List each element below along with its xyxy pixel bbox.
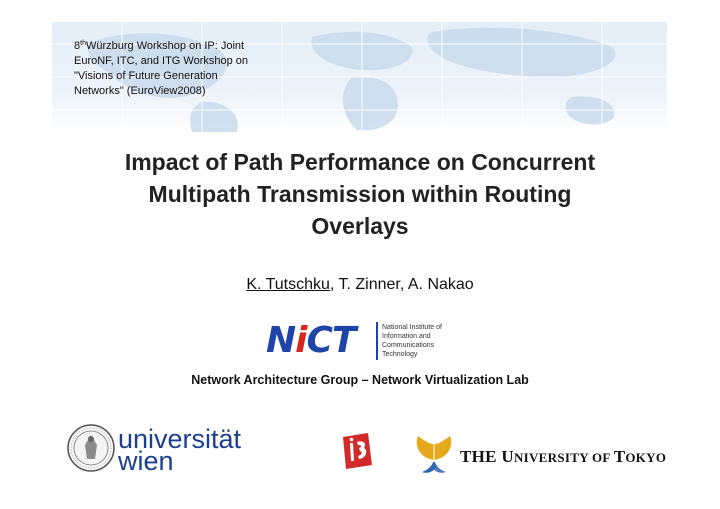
workshop-line-4: Networks" (EuroView2008): [74, 85, 206, 97]
utokyo-wordmark: THE UNIVERSITY OF TOKYO: [460, 447, 667, 466]
workshop-line-1: 8thWürzburg Workshop on IP: Joint: [74, 40, 245, 52]
title-line-1: Impact of Path Performance on Concurrent: [124, 149, 596, 175]
workshop-line-3: "Visions of Future Generation: [74, 70, 218, 82]
authors: [60, 276, 660, 294]
i3-logo-icon: [340, 431, 374, 471]
nict-fullname: National Institute of Information and Communications Technology: [382, 324, 442, 358]
university-seal-icon: [66, 423, 116, 473]
workshop-line-2: EuroNF, ITC, and ITG Workshop on: [74, 55, 249, 67]
nict-wordmark: NiCT: [266, 320, 356, 361]
slide-title: [60, 146, 660, 242]
ginkgo-leaf-icon: [412, 432, 456, 476]
nict-logo: [266, 320, 466, 362]
title-line-2: Multipath Transmission within Routing: [148, 181, 572, 207]
research-group: Network Architecture Group – Network Virtualization Lab: [191, 373, 529, 387]
univie-wordmark: universität wien: [118, 424, 242, 476]
nict-divider: [376, 322, 378, 360]
workshop-info: [74, 39, 284, 99]
presenter-name: K. Tutschku: [246, 276, 330, 293]
coauthors: , T. Zinner, A. Nakao: [329, 276, 474, 293]
title-line-3: Overlays: [311, 213, 409, 239]
